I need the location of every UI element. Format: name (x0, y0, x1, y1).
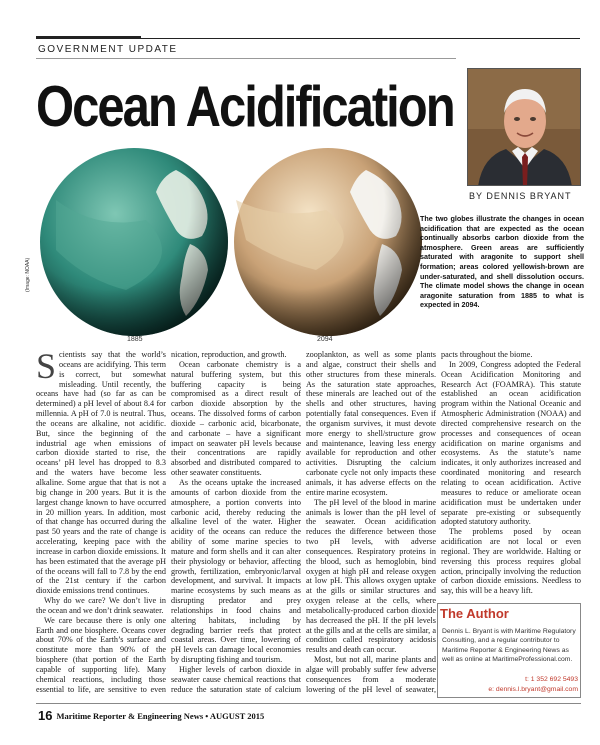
body-paragraph: Ocean carbonate chemistry is a natural buffering system, but this buffering capacity is being compromised as a direct result of carbon dioxide absorption by the oceans. The dissolved forms of carbon dioxide – carbonic acid, bicarbonate, and carbonate – have a significant impact on seawater pH levels because their concentrations are rapidly absorbed and distributed compared to other seawater constituents. (171, 359, 301, 478)
author-email[interactable]: e: dennis.l.bryant@gmail.com (488, 686, 578, 693)
section-underline (36, 58, 456, 59)
body-paragraph: Most, but not all, marine plants and algae will probably suffer few adverse consequences from a moderate lowering of the pH level of seawater, (306, 655, 436, 694)
body-paragraph: Scientists say that the world’s oceans are acidifying. This term is correct, but somewhat misleading. Until recently, the oceans have had (so far as can be determined) a pH level of about 8.4 for millennia. A pH of 7.0 is neutral. Thus, the oceans are alkaline, not acidific. But, since the beginning of the industrial age when emissions of carbon dioxide started to rise, the oceans’ pH level has dropped to 8.3 and the waters have become less alkaline. Some argue that that is not a big change in 200 years. But it is the largest change known to have occurred in 20 million years. In addition, most of that change has occurred during the past 50 years and the rate of change is accelerating, keeping pace with the increase in carbon dioxide emissions. It has been estimated that the average pH of the oceans will fall to 7.8 by the end of the 21st century if the carbon dioxide emissions trend continues. (36, 350, 166, 596)
footer (38, 708, 264, 723)
body-paragraph: nication, reproduction, and growth. (171, 350, 287, 359)
image-credit: (Image: NOAA) (25, 257, 31, 292)
body-column-1 (36, 350, 166, 696)
author-box-title: The Author (440, 606, 509, 621)
page-number: 16 (38, 708, 53, 723)
body-paragraph: pacts throughout the biome. (441, 350, 533, 359)
globe-label-2094: 2094 (317, 336, 333, 343)
body-paragraph: Higher levels of carbon dioxide in seawater cause chemical reactions that reduce the saturation state of calcium (171, 665, 301, 694)
globe-label-1885: 1885 (127, 336, 143, 343)
dropcap: S (36, 350, 57, 386)
author-bio: Dennis L. Bryant is with Maritime Regulatory Consulting, and a regular contributor to Maritime Reporter & Engineering News as well as online at MaritimeProfessional.com. (442, 628, 576, 663)
body-paragraph: The pH level of the blood in marine animals is lower than the pH level of the seawater. Ocean acidification reduces the difference between those two pH levels, with adverse consequences. Respiratory proteins in the blood, such as hemoglobin, bind oxygen at high pH and release oxygen at low pH. This allows oxygen uptake at the gills or similar structures and oxygen release at the cells, where metabolically-produced carbon dioxide has decreased the pH. If the pH levels at the gills and at the cells are similar, a condition called respiratory acidosis results and death can occur. (306, 497, 436, 655)
body-column-4 (441, 350, 581, 598)
footer-publication: Maritime Reporter & Engineering News • AUGUST 2015 (56, 711, 265, 721)
footer-rule (36, 703, 581, 704)
body-paragraph: In 2009, Congress adopted the Federal Ocean Acidification Monitoring and Research Act (FOAMRA). This statute established an ocean acidification program within the National Oceanic and Atmospheric Administration (NOAA) and directed comprehensive research on the processes and consequences of ocean acidification on marine organisms and ecosystems. As the statute’s name indicates, it only authorizes increased and coordinated monitoring and research relating to ocean acidification. Active measures to reduce or ameliorate ocean acidification must be undertaken under separate pre-existing or subsequently adopted statutory authority. (441, 359, 581, 527)
body-column-3 (306, 350, 436, 696)
globes-figure (36, 140, 426, 338)
author-phone: t: 1 352 692 5493 (525, 676, 578, 683)
figure-caption: The two globes illustrate the changes in ocean acidification that are expected as the ocean continually absorbs carbon dioxide from the atmosphere. Green areas are sufficiently saturated with aragonite to support shell formation; areas colored yellowish-brown are under-saturated, and shell dissolution occurs. The climate model shows the change in ocean aragonite saturation from 1885 to what is expected in 2094. (420, 214, 584, 310)
author-photo (467, 68, 581, 186)
headline: Ocean Acidification (36, 75, 454, 139)
globes-illustration (36, 140, 426, 338)
byline: BY DENNIS BRYANT (469, 191, 572, 201)
body-paragraph: zooplankton, as well as some plants and algae, construct their shells and other structures from these minerals. As the saturation state approaches, these minerals are leached out of the shells and other structures, having potentially fatal consequences. Even if the organism survives, it must devote more energy to shell/structure grow and maintenance, leaving less energy available for reproduction and other activities. Disrupting the calcium carbonate cycle not only impacts these animals, it has adverse effects on the entire marine ecosystem. (306, 350, 436, 497)
section-label: GOVERNMENT UPDATE (38, 44, 178, 55)
body-paragraph: We care because there is only one Earth and one biosphere. Oceans cover about 70% of the Earth’s surface and constitute more than 90% of the biosphere (that portion of the Earth capable of supporting life). Many chemical reactions, including those essential to life, are sensitive to even (36, 615, 166, 694)
section-rule (36, 38, 580, 39)
body-paragraph: The problems posed by ocean acidification are not local or even regional. They are worldwide. Halting or reversing this process requires global action, principally involving the reduction of carbon dioxide emissions. Needless to say, this will be a heavy lift. (441, 527, 581, 596)
author-portrait-illustration (468, 69, 581, 186)
body-paragraph: As the oceans uptake the increased amounts of carbon dioxide from the atmosphere, a portion converts into carbonic acid, thereby reducing the alkaline level of the water. Higher acidity of the oceans can reduce the ability of some marine species to mature and form shells and it can alter their physiology or behavior, affecting growth, fertilization, embryonic/larval development, and survival. It impacts marine ecosystems by such means as disrupting predator and prey relationships in food chains and altering habitats, including by degrading barrier reefs that protect coastal areas. Over time, lowering of pH levels can damage local economies by disrupting fishing and tourism. (171, 477, 301, 665)
body-column-2 (171, 350, 301, 696)
body-paragraph: Why do we care? We don’t live in the ocean and we don’t drink seawater. (36, 596, 166, 615)
